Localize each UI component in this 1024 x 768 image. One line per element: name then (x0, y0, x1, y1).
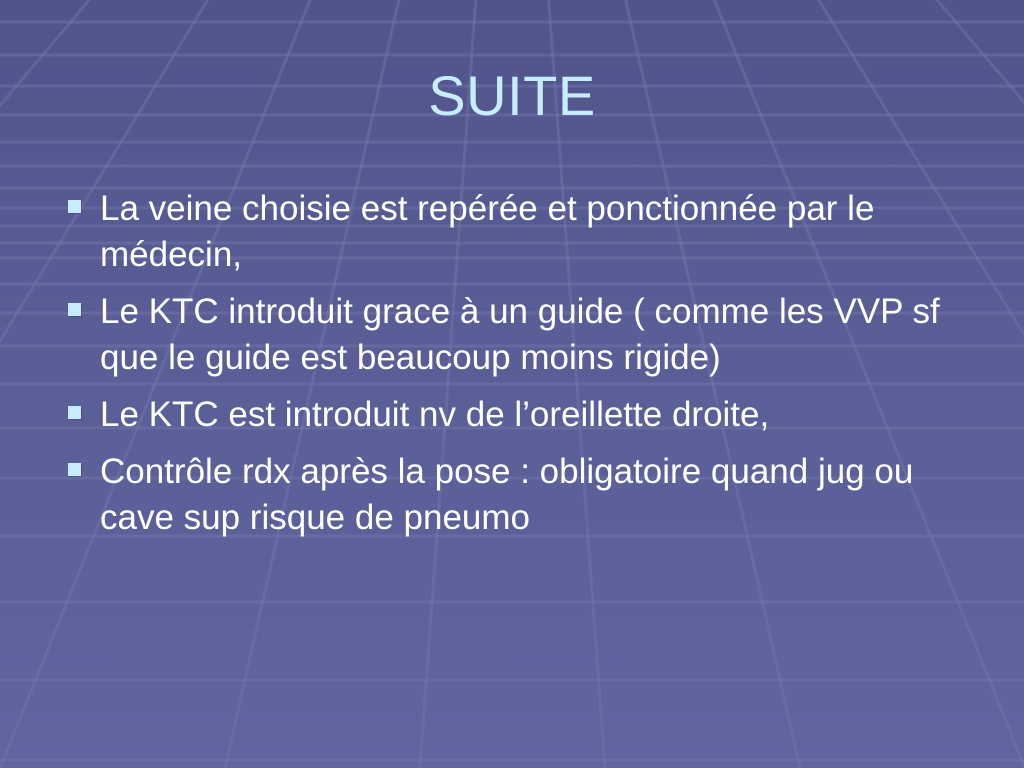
bullet-text: Le KTC est introduit nv de l’oreillette droite, (100, 395, 770, 434)
bullet-item (62, 289, 962, 381)
bullet-text: Le KTC introduit grace à un guide ( comme les VVP sf que le guide est beaucoup moins rigide) (100, 292, 940, 377)
bullet-item (62, 392, 962, 438)
slide-title: SUITE (428, 64, 596, 127)
square-bullet-icon (68, 200, 81, 213)
bullet-item (62, 449, 962, 541)
square-bullet-icon (68, 463, 81, 476)
square-bullet-icon (68, 406, 81, 419)
bullet-text: Contrôle rdx après la pose : obligatoire quand jug ou cave sup risque de pneumo (100, 452, 914, 537)
bullet-item (62, 186, 962, 278)
bullet-text: La veine choisie est repérée et ponctionnée par le médecin, (100, 189, 875, 274)
bullet-list (62, 186, 962, 552)
square-bullet-icon (68, 303, 81, 316)
